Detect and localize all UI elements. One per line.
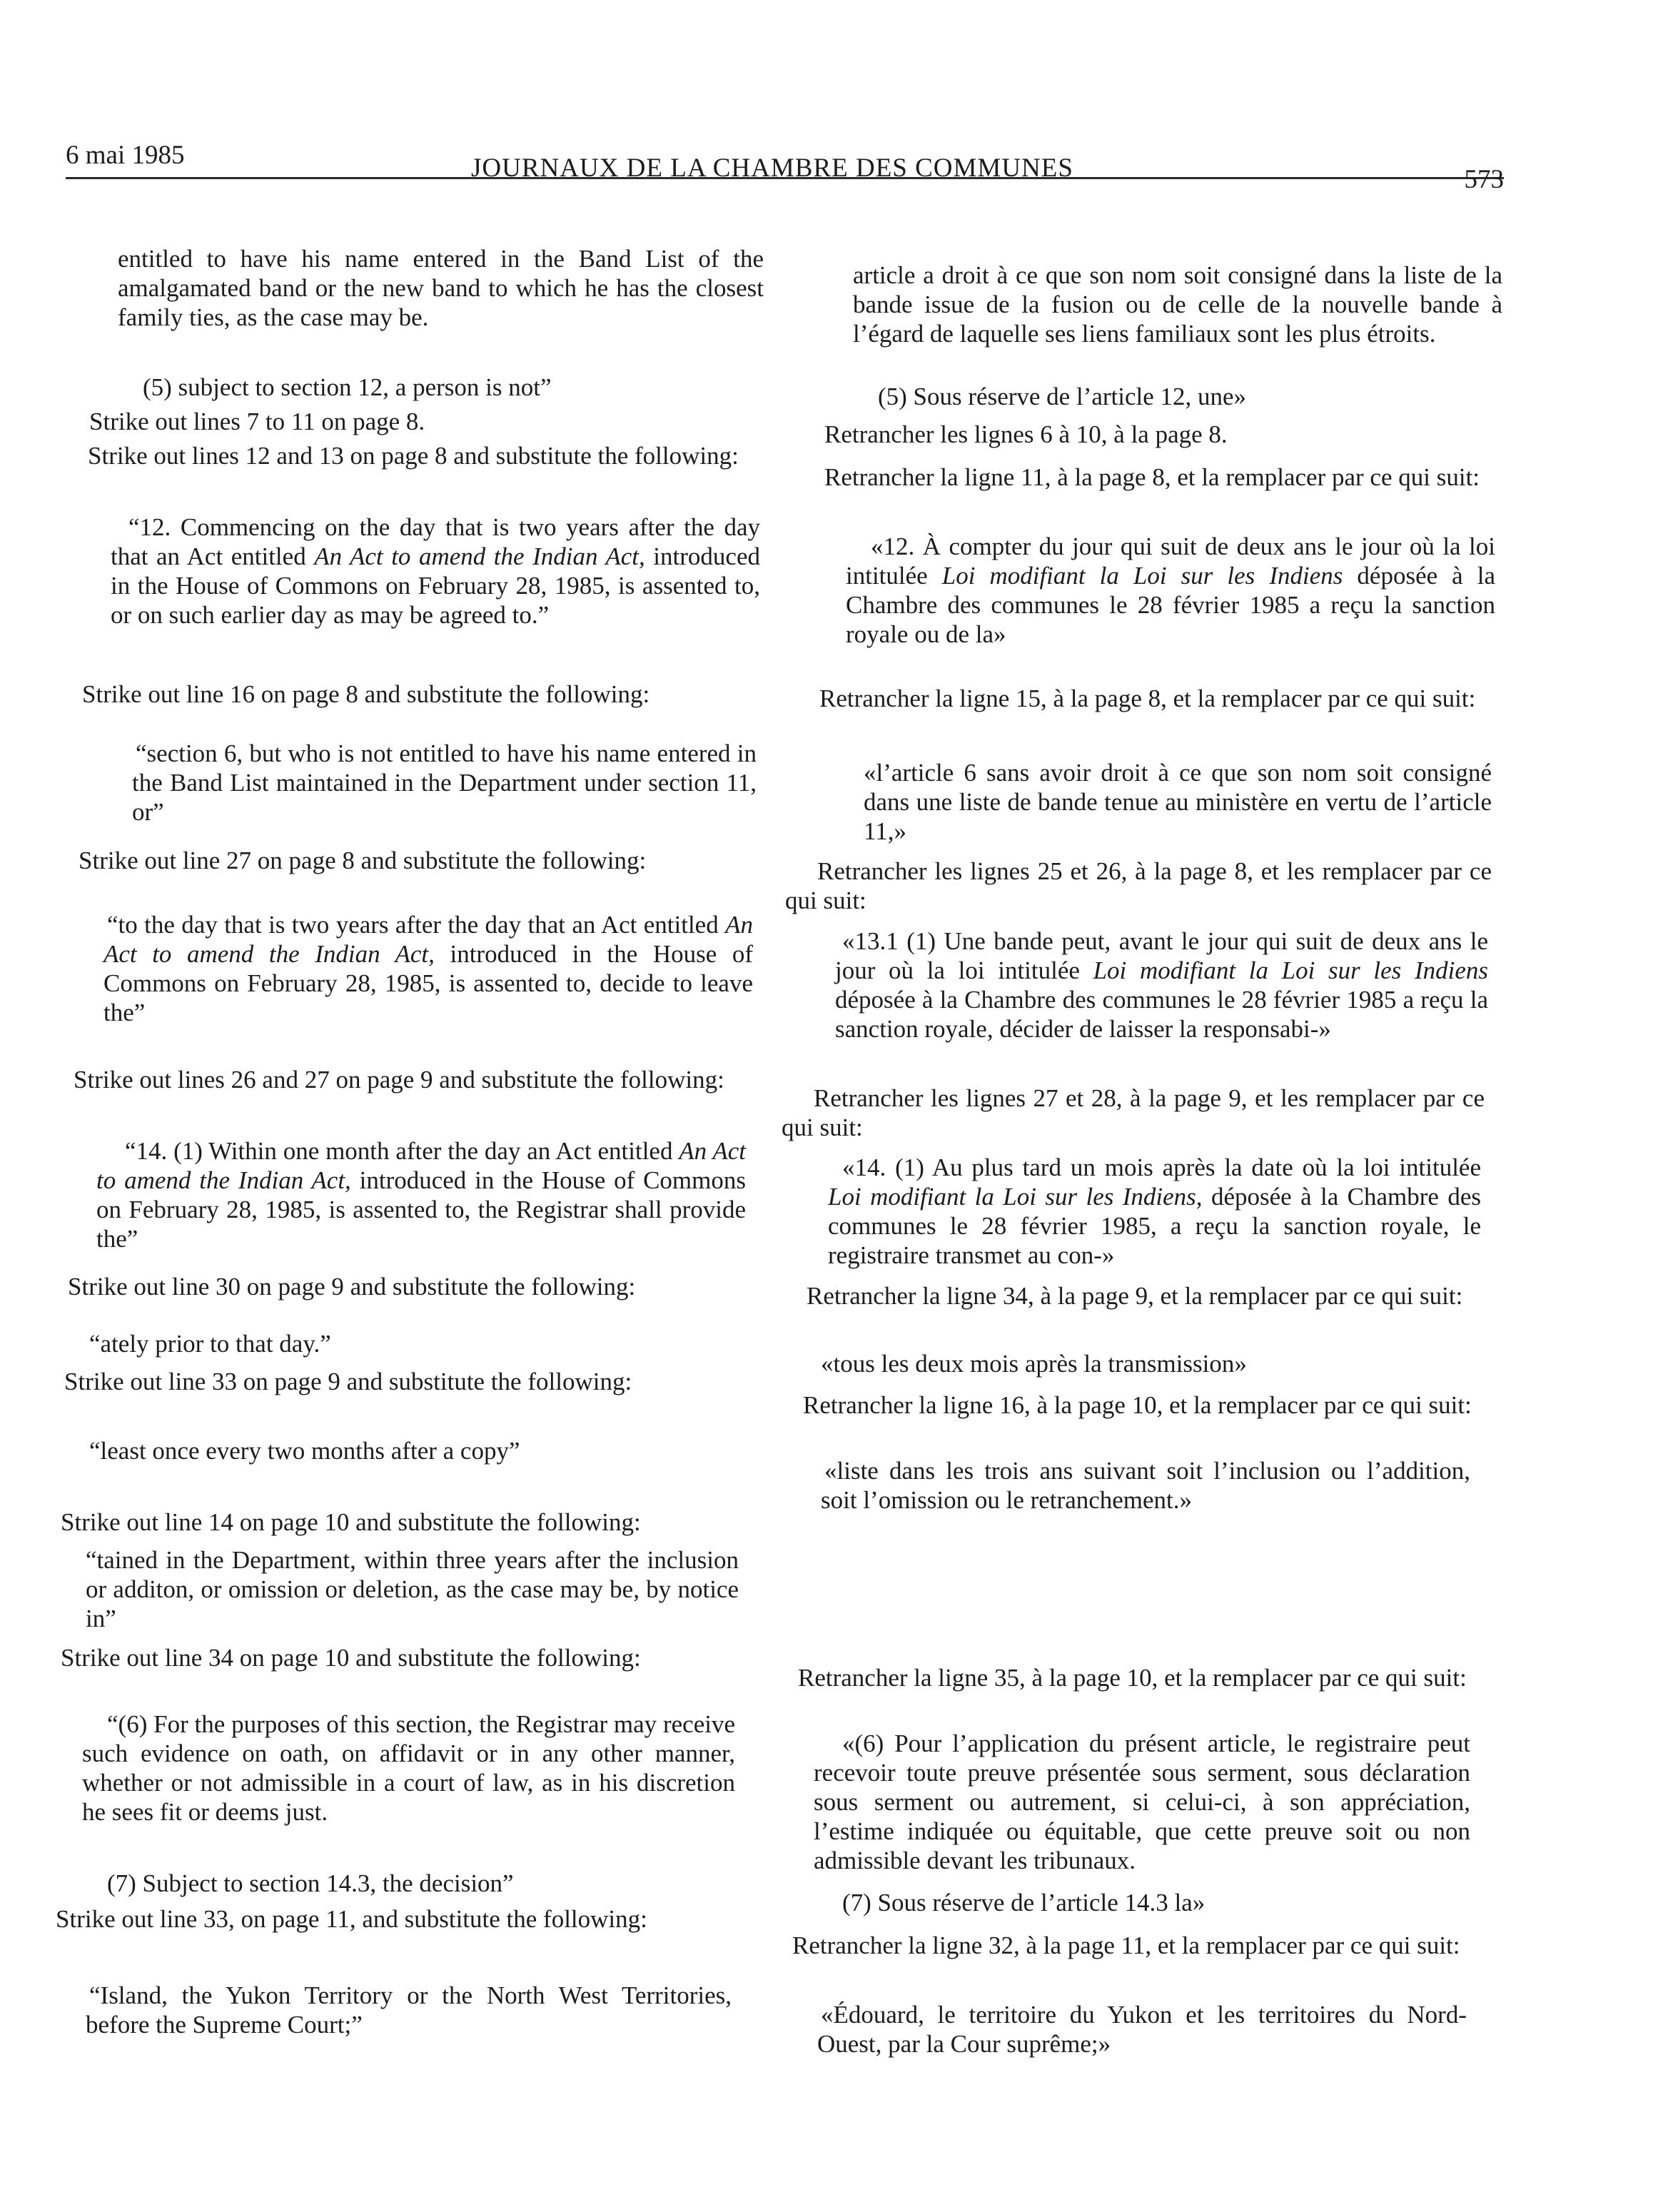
french-paragraph: (5) Sous réserve de l’article 12, une» — [878, 383, 1247, 410]
french-paragraph: «Édouard, le territoire du Yukon et les territoires du Nord-Ouest, par la Cour suprême;» — [817, 2001, 1467, 2058]
english-paragraph: “tained in the Department, within three years after the inclusion or additon, or omission or deletion, as the case may be, by notice in” — [86, 1546, 739, 1632]
french-paragraph: article a droit à ce que son nom soit consigné dans la liste de la bande issue de la fusion ou de celle de la nouvelle bande à l’égard de laquelle ses liens familiaux sont les plus étroits. — [853, 261, 1502, 348]
french-instruction: Retrancher la ligne 15, à la page 8, et la remplacer par ce qui suit: — [819, 685, 1476, 712]
page-header — [66, 134, 1504, 194]
english-paragraph: “(6) For the purposes of this section, the Registrar may receive such evidence on oath, on affidavit or in any other manner, whether or not admissible in a court of law, as in his discretion he sees fit or deems just. — [82, 1710, 735, 1826]
french-paragraph: «13.1 (1) Une bande peut, avant le jour qui suit de deux ans le jour où la loi intitulée Loi modifiant la Loi sur les Indiens déposée à la Chambre des communes le 28 février 1985 a reçu la sanction royale, décider de laisser la responsabi-» — [835, 927, 1488, 1043]
english-instruction: Strike out line 34 on page 10 and substitute the following: — [61, 1644, 641, 1672]
english-paragraph: “section 6, but who is not entitled to have his name entered in the Band List maintained in the Department under section 11, or” — [132, 739, 757, 826]
french-instruction: Retrancher la ligne 35, à la page 10, et la remplacer par ce qui suit: — [798, 1664, 1467, 1692]
french-instruction: Retrancher les lignes 25 et 26, à la page 8, et les remplacer par ce qui suit: — [785, 857, 1492, 914]
english-instruction: Strike out lines 26 and 27 on page 9 and substitute the following: — [74, 1066, 724, 1094]
french-instruction: Retrancher la ligne 34, à la page 9, et la remplacer par ce qui suit: — [807, 1282, 1463, 1310]
english-paragraph: “to the day that is two years after the day that an Act entitled An Act to amend the Indian Act, introduced in the House of Commons on February 28, 1985, is assented to, decide to leave the” — [103, 911, 753, 1026]
english-paragraph: (5) subject to section 12, a person is not” — [143, 373, 552, 401]
english-instruction: Strike out lines 7 to 11 on page 8. — [89, 408, 425, 435]
french-instruction: Retrancher les lignes 6 à 10, à la page 8. — [824, 420, 1228, 448]
french-paragraph: «tous les deux mois après la transmission» — [821, 1350, 1247, 1378]
english-paragraph: “Island, the Yukon Territory or the North West Territories, before the Supreme Court;” — [86, 1981, 732, 2039]
english-instruction: Strike out line 33, on page 11, and substitute the following: — [56, 1905, 647, 1933]
english-instruction: Strike out line 14 on page 10 and substitute the following: — [61, 1508, 641, 1536]
english-instruction: Strike out line 30 on page 9 and substitute the following: — [68, 1273, 636, 1301]
english-paragraph: “ately prior to that day.” — [89, 1330, 331, 1358]
french-instruction: Retrancher la ligne 16, à la page 10, et la remplacer par ce qui suit: — [803, 1391, 1472, 1419]
french-instruction: Retrancher les lignes 27 et 28, à la page 9, et les remplacer par ce qui suit: — [782, 1084, 1485, 1141]
french-paragraph: «liste dans les trois ans suivant soit l’inclusion ou l’addition, soit l’omission ou le retranchement.» — [821, 1457, 1470, 1514]
english-instruction: Strike out line 33 on page 9 and substitute the following: — [64, 1368, 632, 1395]
french-paragraph: (7) Sous réserve de l’article 14.3 la» — [842, 1889, 1205, 1916]
english-paragraph: “least once every two months after a copy” — [89, 1437, 520, 1465]
english-paragraph: entitled to have his name entered in the Band List of the amalgamated band or the new band to which he has the closest family ties, as the case may be. — [118, 245, 764, 331]
french-paragraph: «14. (1) Au plus tard un mois après la date où la loi intitulée Loi modifiant la Loi sur les Indiens, déposée à la Chambre des communes le 28 février 1985, a reçu la sanction royale, le registraire transmet au con-» — [828, 1153, 1482, 1269]
french-instruction: Retrancher la ligne 11, à la page 8, et la remplacer par ce qui suit: — [824, 463, 1480, 491]
english-paragraph: (7) Subject to section 14.3, the decision” — [107, 1869, 514, 1897]
page-number: 573 — [1464, 165, 1504, 194]
french-instruction: Retrancher la ligne 32, à la page 11, et la remplacer par ce qui suit: — [792, 1931, 1460, 1959]
english-instruction: Strike out lines 12 and 13 on page 8 and substitute the following: — [88, 442, 739, 470]
english-paragraph: “14. (1) Within one month after the day an Act entitled An Act to amend the Indian Act, introduced in the House of Commons on February 28, 1985, is assented to, the Registrar shall provide the” — [96, 1137, 746, 1253]
french-paragraph: «12. À compter du jour qui suit de deux ans le jour où la loi intitulée Loi modifiant la Loi sur les Indiens déposée à la Chambre des communes le 28 février 1985 a reçu la sanction royale ou de la» — [846, 532, 1495, 648]
english-instruction: Strike out line 27 on page 8 and substitute the following: — [79, 847, 647, 874]
french-paragraph: «l’article 6 sans avoir droit à ce que son nom soit consigné dans une liste de bande tenue au ministère en vertu de l’article 11,» — [864, 759, 1492, 845]
header-title: JOURNAUX DE LA CHAMBRE DES COMMUNES — [471, 153, 1073, 183]
english-paragraph: “12. Commencing on the day that is two years after the day that an Act entitled An Act to amend the Indian Act, introduced in the House of Commons on February 28, 1985, is assented to, or on such earlier day as may be agreed to.” — [111, 513, 760, 629]
french-paragraph: «(6) Pour l’application du présent article, le registraire peut recevoir toute preuve présentée sous serment, sous déclaration sous serment ou autrement, si celui-ci, à son appréciation, l’estime indiquée ou équitable, que cette preuve soit ou non admissible devant les tribunaux. — [814, 1729, 1470, 1874]
english-instruction: Strike out line 16 on page 8 and substitute the following: — [82, 680, 650, 708]
header-date: 6 mai 1985 — [66, 141, 185, 170]
